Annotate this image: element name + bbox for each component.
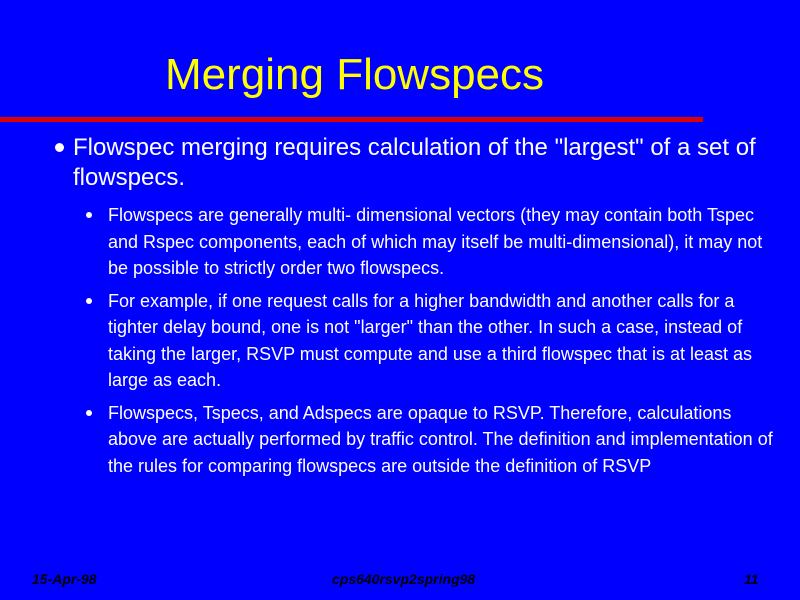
sub-bullet-item — [108, 400, 783, 480]
slide-title: Merging Flowspecs — [165, 50, 545, 99]
sub-bullet-text: Flowspecs, Tspecs, and Adspecs are opaque to RSVP. Therefore, calculations above are actually performed by traffic control. The definition and implementation of the rules for comparing flowspecs are outside the definition of RSVP — [108, 402, 773, 476]
bullet-dot-icon — [86, 212, 92, 218]
title-divider — [0, 117, 703, 122]
sub-bullet-item — [108, 288, 783, 394]
footer-page-number: 11 — [744, 571, 759, 587]
bullet-dot-icon — [55, 143, 64, 152]
sub-bullet-text: Flowspecs are generally multi- dimensional vectors (they may contain both Tspec and Rspec components, each of which may itself be multi-dimensional), it may not be possible to strictly order two flowspecs. — [108, 205, 763, 278]
footer-course: cps640rsvp2spring98 — [332, 571, 476, 587]
sub-bullet-item — [108, 202, 783, 282]
sub-bullet-list — [108, 202, 783, 485]
bullet-dot-icon — [86, 410, 92, 416]
main-bullet: Flowspec merging requires calculation of the "largest" of a set of flowspecs. — [73, 134, 756, 191]
sub-bullet-text: For example, if one request calls for a higher bandwidth and another calls for a tighter delay bound, one is not "larger" than the other. In such a case, instead of taking the larger, RSVP must compute and use a third flowspec that is at least as large as each. — [108, 290, 753, 390]
footer-date: 15-Apr-98 — [32, 571, 97, 587]
bullet-dot-icon — [86, 298, 92, 304]
